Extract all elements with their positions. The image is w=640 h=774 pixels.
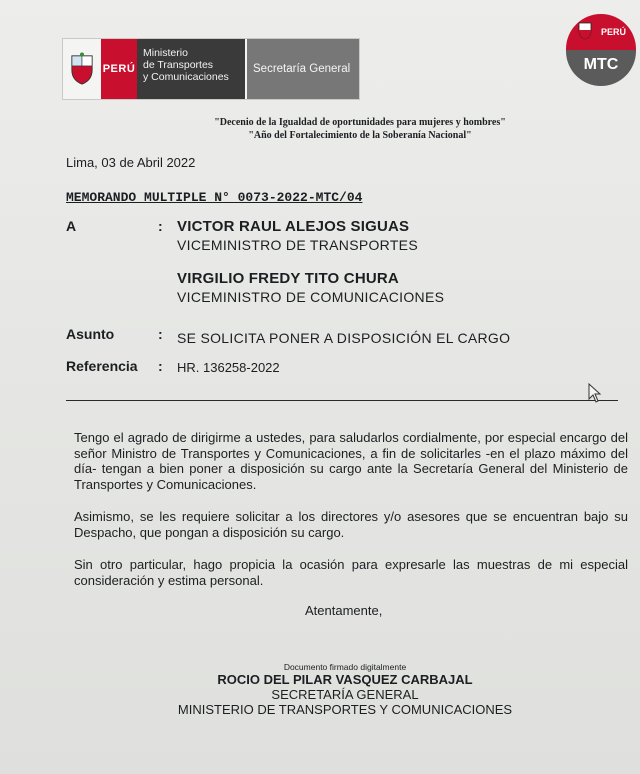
signer-institution: MINISTERIO DE TRANSPORTES Y COMUNICACIONES (177, 702, 513, 717)
to-label: A (66, 218, 77, 234)
recipient-name: VICTOR RAUL ALEJOS SIGUAS (177, 218, 410, 235)
reference-colon: : (158, 358, 163, 374)
separator-line (66, 400, 618, 401)
mtc-logo-acronym: MTC (566, 50, 636, 86)
reference-value: HR. 136258-2022 (177, 360, 280, 375)
year-line: "Año del Fortalecimiento de la Soberanía Nacional" (248, 130, 472, 141)
signer-name: ROCIO DEL PILAR VASQUEZ CARBAJAL (217, 672, 473, 687)
memo-body (74, 509, 628, 540)
ministry-header-banner (62, 38, 360, 100)
recipient-title: VICEMINISTRO DE TRANSPORTES (177, 237, 418, 253)
memo-body (74, 557, 628, 588)
subject-value: SE SOLICITA PONER A DISPOSICIÓN EL CARGO (177, 330, 511, 346)
to-colon: : (158, 218, 163, 234)
recipient-title: VICEMINISTRO DE COMUNICACIONES (177, 289, 445, 305)
mtc-logo-country: PERÚ (566, 14, 636, 50)
subject-label: Asunto (66, 326, 115, 342)
body-paragraph: Tengo el agrado de dirigirme a ustedes, para saludarlos cordialmente, por especial encargo del señor Ministro de Transportes y Comunicaciones, a fin de solicitarles -en el plazo máximo del día- tengan a bien poner a disposición su cargo ante la Secretaría General del Ministerio de Transportes y Comunicaciones. (74, 430, 628, 492)
closing: Atentamente, (305, 603, 383, 618)
office-name: Secretaría General (247, 39, 359, 99)
memo-date: Lima, 03 de Abril 2022 (66, 155, 196, 170)
signature-block (150, 662, 540, 717)
peru-label: PERÚ (101, 39, 137, 99)
memo-number: MEMORANDO MULTIPLE N° 0073-2022-MTC/04 (66, 190, 363, 205)
reference-label: Referencia (66, 358, 138, 374)
memo-body (74, 430, 628, 492)
signer-position: SECRETARÍA GENERAL (271, 687, 419, 702)
ministry-name: Ministerio de Transportes y Comunicaciones (137, 39, 245, 99)
coat-of-arms-icon (63, 39, 101, 99)
subject-colon: : (158, 326, 163, 342)
recipient-name: VIRGILIO FREDY TITO CHURA (177, 270, 399, 287)
body-paragraph: Sin otro particular, hago propicia la ocasión para expresarle las muestras de mi especial consideración y estima personal. (74, 557, 628, 588)
mtc-logo (566, 14, 636, 84)
mouse-cursor-icon (588, 383, 602, 403)
mini-coat-of-arms-icon (578, 22, 592, 40)
decenio-heading (160, 116, 560, 142)
decenio-line: "Decenio de la Igualdad de oportunidades para mujeres y hombres" (214, 117, 506, 128)
body-paragraph: Asimismo, se les requiere solicitar a los directores y/o asesores que se encuentran bajo su Despacho, que pongan a disposición su cargo. (74, 509, 628, 540)
signature-note: Documento firmado digitalmente (283, 662, 407, 672)
